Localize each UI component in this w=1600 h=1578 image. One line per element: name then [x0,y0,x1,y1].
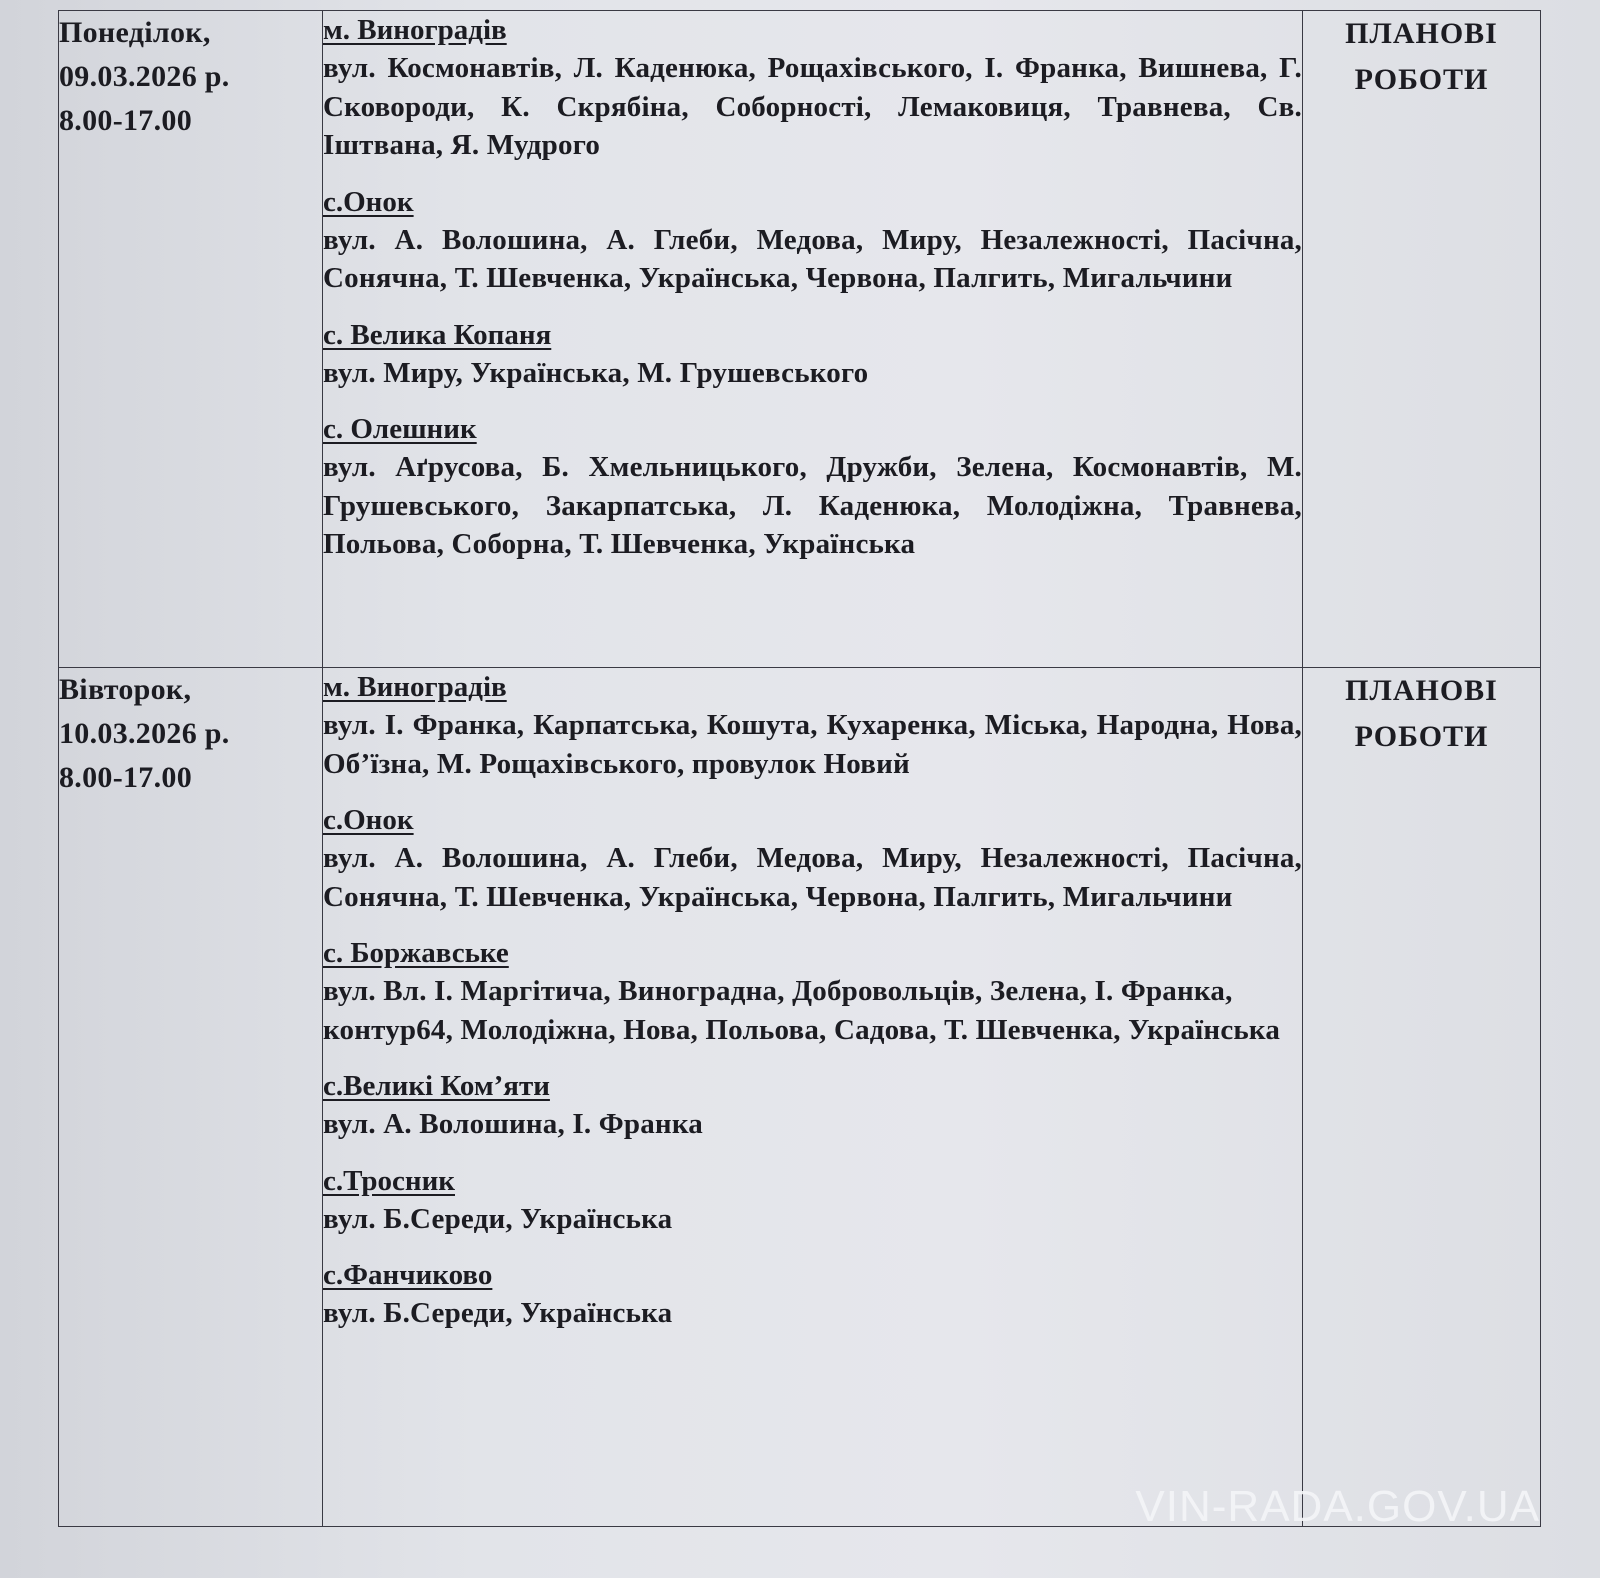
site-watermark: VIN-RADA.GOV.UA [1135,1482,1540,1531]
day-name: Понеділок, [59,16,211,49]
date-value: 10.03.2026 р. [59,717,230,750]
date-cell [59,668,323,1527]
work-type-line-1: ПЛАНОВІ [1345,674,1498,707]
locality-name: м. Виноградів [323,14,507,46]
street-list: вул. А. Волошина, А. Глеби, Медова, Миру, Незалежності, Пасічна, Сонячна, Т. Шевченка, Українська, Червона, Палгить, Мигальчини [323,223,1302,294]
locality-block [323,183,1302,298]
time-range: 8.00-17.00 [59,761,192,794]
locality-block [323,316,1302,393]
locality-name: с.Тросник [323,1164,455,1197]
time-range: 8.00-17.00 [59,104,192,137]
locality-block [323,668,1302,783]
work-type-line-2: РОБОТИ [1354,63,1489,96]
table-row [59,11,1541,668]
street-list: вул. А. Волошина, А. Глеби, Медова, Миру, Незалежності, Пасічна, Сонячна, Т. Шевченка, Українська, Червона, Палгить, Мигальчини [323,842,1302,913]
locality-block [323,11,1302,165]
locality-block [323,801,1302,916]
street-list: вул. Миру, Українська, М. Грушевського [323,356,869,389]
street-list: вул. Аґрусова, Б. Хмельницького, Дружби, Зелена, Космонавтів, М. Грушевського, Закарпатська, Л. Каденюка, Молодіжна, Травнева, Польова, Соборна, Т. Шевченка, Українська [323,451,1302,560]
locality-name: с. Олешник [323,413,477,445]
street-list: вул. Б.Середи, Українська [323,1202,673,1235]
locality-block [323,1162,1302,1239]
locality-name: с. Боржавське [323,937,509,969]
street-list: вул. А. Волошина, І. Франка [323,1108,703,1140]
street-list: вул. Вл. І. Маргітича, Виноградна, Добровольців, Зелена, І. Франка, контур64, Молодіжна, Нова, Польова, Садова, Т. Шевченка, Українська [323,975,1281,1046]
address-cell [323,11,1303,668]
street-list: вул. Б.Середи, Українська [323,1297,673,1329]
work-type-line-2: РОБОТИ [1354,720,1489,753]
date-cell [59,11,323,668]
locality-name: с. Велика Копаня [323,318,552,351]
locality-block [323,1067,1302,1144]
work-type-cell [1303,11,1541,668]
locality-name: с.Онок [323,804,414,836]
locality-name: с.Фанчиково [323,1259,493,1291]
outage-schedule-table [58,10,1541,1527]
work-type-cell [1303,668,1541,1527]
locality-name: с.Великі Ком’яти [323,1070,550,1102]
locality-name: м. Виноградів [323,671,507,703]
table-row [59,668,1541,1527]
locality-block [323,934,1302,1049]
address-cell [323,668,1303,1527]
date-value: 09.03.2026 р. [59,60,230,93]
locality-name: с.Онок [323,185,414,218]
locality-block [323,1256,1302,1333]
work-type-line-1: ПЛАНОВІ [1345,17,1498,50]
street-list: вул. І. Франка, Карпатська, Кошута, Кухаренка, Міська, Народна, Нова, Об’їзна, М. Рощахівського, провулок Новий [323,709,1302,780]
day-name: Вівторок, [59,673,192,706]
street-list: вул. Космонавтів, Л. Каденюка, Рощахівського, І. Франка, Вишнева, Г. Сковороди, К. Скрябіна, Соборності, Лемаковиця, Травнева, Св. Іштвана, Я. Мудрого [323,52,1302,161]
locality-block [323,410,1302,564]
